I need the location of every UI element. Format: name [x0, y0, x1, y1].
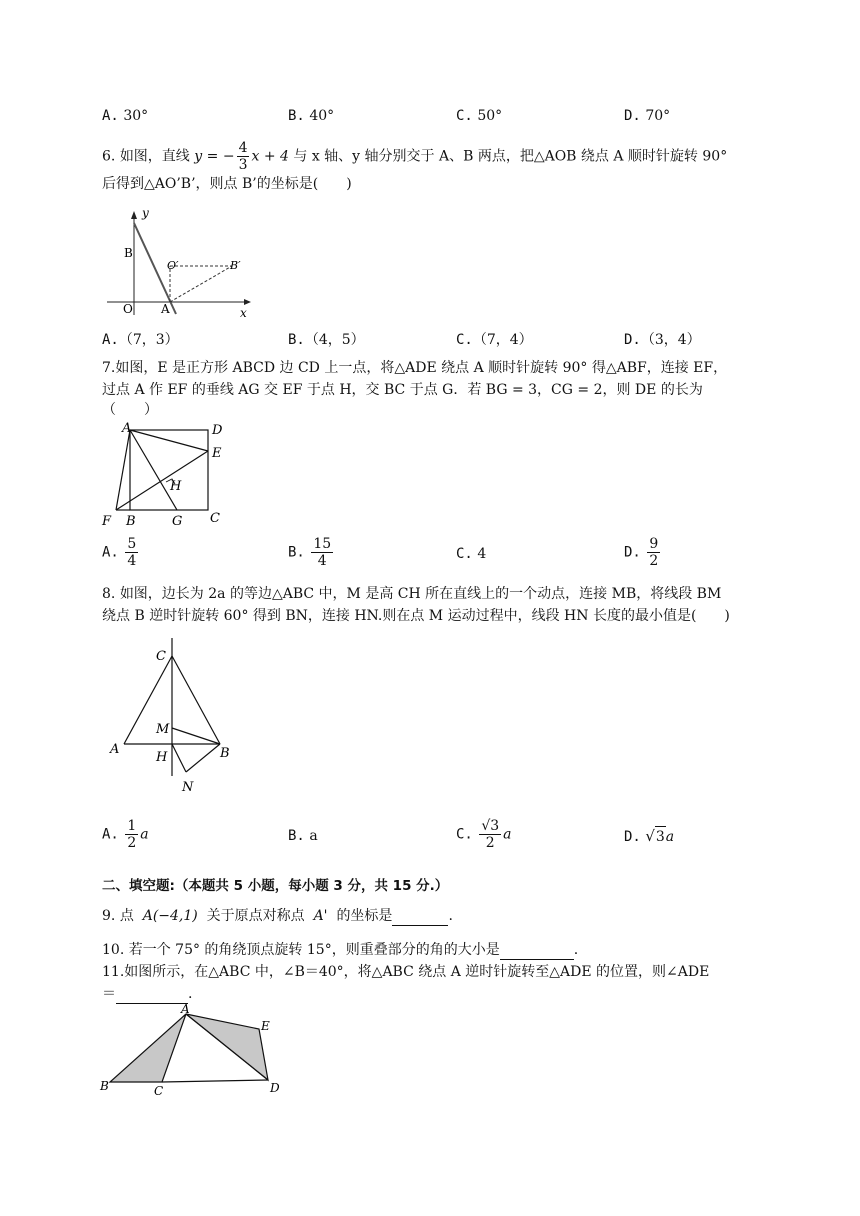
q7-option-a[interactable]: A. $\frac{5}{4}$ — [102, 536, 137, 569]
q11-stem-line2: ＝ . — [102, 986, 193, 1002]
q6-option-a[interactable]: A.（7，3） — [102, 332, 179, 348]
q8-option-a[interactable]: A. $\frac{1}{2}$ a — [102, 818, 149, 851]
q6-option-c[interactable]: C.（7，4） — [456, 332, 533, 348]
q11-label-b: B — [100, 1079, 109, 1093]
q7-stem-line1: 7.如图，E 是正方形 ABCD 边 CD 上一点，将△ADE 绕点 A 顺时针旋转 90° 得△ABF，连接 EF， — [102, 360, 728, 376]
q8-stem-line2: 绕点 B 逆时针旋转 60° 得到 BN，连接 HN.则在点 M 运动过程中，线段 HN 长度的最小值是( ) — [102, 608, 730, 624]
q7-square — [130, 430, 208, 510]
q11-segment-cd — [162, 1080, 268, 1082]
q6-label-y: y — [142, 206, 149, 220]
q7-label-h: H — [170, 479, 182, 494]
q7-label-a: A — [122, 421, 132, 436]
q7-label-g: G — [172, 514, 183, 529]
q8-segment-hn — [172, 744, 186, 772]
q6-segment-ab1 — [170, 266, 232, 302]
q7-options — [102, 536, 742, 576]
q6-fraction: $\frac{4}{3}$ — [238, 140, 248, 173]
q7-figure — [100, 418, 240, 530]
q11-label-a: A — [181, 1002, 190, 1016]
q11-label-d: D — [270, 1081, 280, 1095]
q6-label-o1: O′ — [167, 259, 179, 272]
q7-label-b: B — [126, 514, 136, 529]
q8-label-m: M — [156, 722, 170, 737]
q5-option-a[interactable]: A. 30° — [102, 108, 149, 124]
q8-figure — [100, 636, 240, 796]
q5-option-b[interactable]: B. 40° — [288, 108, 335, 124]
q8-label-b: B — [220, 746, 230, 761]
q7-label-f: F — [102, 514, 112, 529]
q8-segment-bn — [186, 744, 220, 772]
q8-stem-line1: 8. 如图，边长为 2a 的等边△ABC 中，M 是高 CH 所在直线上的一个动点，连接 MB，将线段 BM — [102, 586, 722, 602]
q9-stem: 9. 点 A(−4,1) 关于原点对称点 A' 的坐标是 . — [102, 908, 453, 924]
q8-label-n: N — [182, 780, 194, 795]
q7-stem-line2: 过点 A 作 EF 的垂线 AG 交 EF 于点 H，交 BC 于点 G．若 BG = 3，CG = 2，则 DE 的长为 — [102, 382, 703, 398]
q11-label-c: C — [154, 1084, 164, 1098]
q6-option-d[interactable]: D.（3，4） — [624, 332, 701, 348]
q7-label-e: E — [212, 446, 222, 461]
q6-label-o: O — [123, 302, 133, 316]
q11-figure — [98, 1002, 288, 1102]
q11-label-e: E — [261, 1019, 270, 1033]
q7-label-c: C — [210, 511, 220, 526]
q6-label-a: A — [161, 302, 170, 316]
section-fill-in-title: 二、填空题:（本题共 5 小题，每小题 3 分，共 15 分.） — [102, 878, 449, 894]
q5-option-c[interactable]: C. 50° — [456, 108, 503, 124]
q8-label-c: C — [156, 649, 166, 664]
q8-option-d[interactable]: D. √3a — [624, 827, 675, 845]
q7-option-d[interactable]: D. $\frac{9}{2}$ — [624, 536, 659, 569]
q10-stem: 10. 若一个 75° 的角绕顶点旋转 15°，则重叠部分的角的大小是 . — [102, 942, 579, 958]
q6-x-arrow — [244, 299, 251, 305]
q7-option-c[interactable]: C. 4 — [456, 546, 487, 562]
q6-figure — [105, 205, 265, 320]
q6-option-b[interactable]: B.（4，5） — [288, 332, 365, 348]
q8-options — [102, 818, 742, 858]
q7-segment-ae — [130, 430, 208, 451]
q8-label-a: A — [110, 742, 120, 757]
q7-option-b[interactable]: B. $\frac{15}{4}$ — [288, 536, 332, 569]
q7-label-d: D — [212, 423, 223, 438]
q7-segment-af — [116, 430, 130, 510]
q11-shaded-left — [110, 1014, 186, 1082]
q6-y-arrow — [131, 211, 137, 219]
q6-label-x: x — [240, 306, 247, 320]
q9-answer-blank[interactable] — [392, 911, 448, 926]
q10-answer-blank[interactable] — [500, 945, 574, 960]
q6-label-b1: B′ — [230, 259, 241, 272]
q8-option-b[interactable]: B. a — [288, 828, 318, 844]
q6-stem-line1: 6. 如图，直线 y = − $\frac{4}{3}$ x + 4 与 x 轴、y 轴分别交于 A、B 两点，把△AOB 绕点 A 顺时针旋转 90° — [102, 140, 728, 173]
q6-label-b: B — [124, 246, 133, 260]
q5-option-d[interactable]: D. 70° — [624, 108, 671, 124]
q8-option-c[interactable]: C. $\frac{√3}{2}$ a — [456, 818, 512, 851]
q8-label-h: H — [156, 750, 168, 765]
q7-segment-ag — [130, 430, 177, 510]
q7-stem-line3: （ ） — [102, 402, 158, 418]
q11-stem-line1: 11.如图所示，在△ABC 中，∠B＝40°，将△ABC 绕点 A 逆时针旋转至△ADE 的位置，则∠ADE — [102, 964, 710, 980]
q6-stem-line2: 后得到△AO’B’，则点 B’的坐标是( ) — [102, 176, 352, 192]
